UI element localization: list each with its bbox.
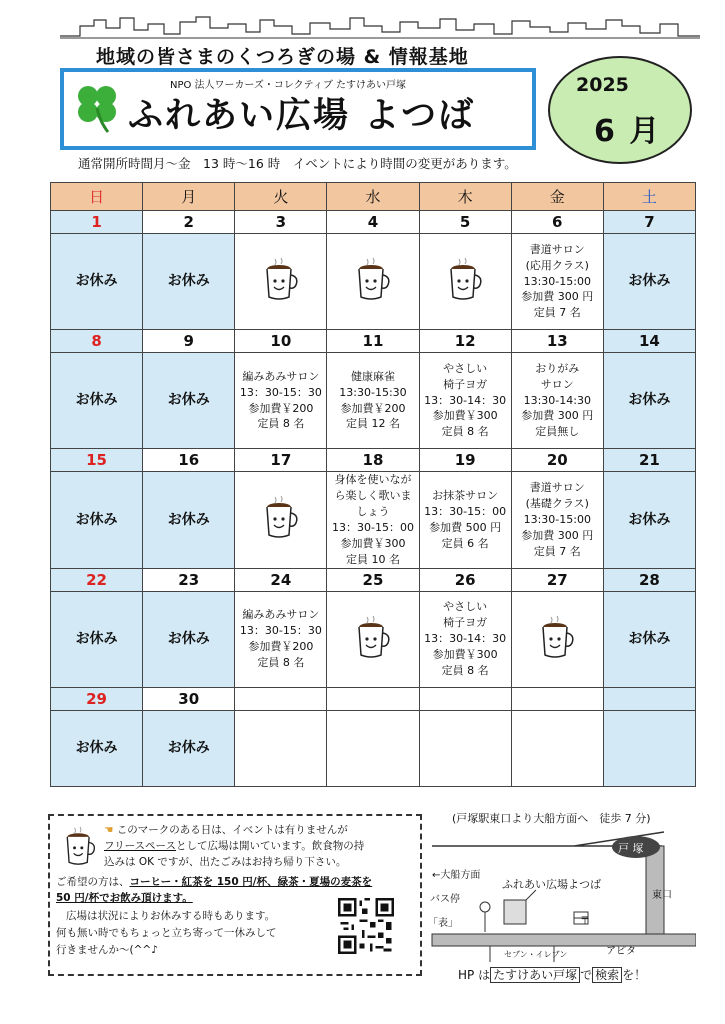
note-line-6: 広場は状況によりお休みする時もあります。	[66, 910, 276, 922]
opening-hours: 通常開所時間月～金 13 時～16 時 イベントにより時間の変更があります。	[78, 156, 517, 171]
day-number: 2	[143, 211, 235, 234]
map-omote: 「表」	[428, 918, 458, 929]
event-cell	[419, 353, 511, 449]
week-date-row	[51, 330, 696, 353]
day-number: 21	[603, 449, 695, 472]
skyline-decoration	[60, 14, 700, 40]
hp-text-1: HP は	[458, 968, 491, 982]
weekday-header: 土	[603, 183, 695, 211]
event-cell	[419, 591, 511, 687]
coffee-cup-icon	[62, 826, 98, 866]
tagline: 地域の皆さまのくつろぎの場 & 情報基地	[96, 46, 469, 68]
day-number: 27	[511, 568, 603, 591]
closed-label: お休み	[628, 392, 671, 409]
closed-label: お休み	[628, 630, 671, 647]
event-cell	[235, 710, 327, 786]
drink-prices-text: コーヒー・紅茶を 150 円/杯、緑茶・夏場の麦茶を	[129, 876, 373, 888]
map-station: 戸 塚	[618, 842, 644, 855]
event-text: 編みあみサロン 13：30-15：30 参加費￥200 定員 8 名	[239, 369, 322, 431]
event-text: やさしい 椅子ヨガ 13：30-14：30 参加費￥300 定員 8 名	[424, 361, 507, 439]
map-ofuna-direction: ←大船方面	[432, 870, 481, 881]
day-number	[603, 687, 695, 710]
coffee-cup-icon	[263, 257, 299, 301]
note-line-1-text: このマークのある日は、イベントは有りませんが	[116, 824, 348, 836]
closed-day	[51, 591, 143, 687]
closed-label: お休み	[167, 273, 210, 290]
day-number: 26	[419, 568, 511, 591]
week-event-row	[51, 234, 696, 330]
day-number: 10	[235, 330, 327, 353]
map-caption: (戸塚駅東口より大船方面へ 徒歩 7 分)	[452, 812, 651, 825]
hp-site-name: たすけあい戸塚	[490, 967, 580, 983]
day-number	[327, 687, 419, 710]
day-number: 7	[603, 211, 695, 234]
event-text: 編みあみサロン 13：30-15：30 参加費￥200 定員 8 名	[239, 608, 322, 670]
coffee-cup-icon	[447, 257, 483, 301]
day-number: 23	[143, 568, 235, 591]
day-number: 29	[51, 687, 143, 710]
day-number: 15	[51, 449, 143, 472]
event-cell	[511, 234, 603, 330]
closed-label: お休み	[167, 630, 210, 647]
week-event-row	[51, 353, 696, 449]
closed-day	[51, 472, 143, 569]
weekday-header: 月	[143, 183, 235, 211]
hp-search-label: 検索	[592, 967, 622, 983]
day-number: 17	[235, 449, 327, 472]
free-space-day	[327, 234, 419, 330]
closed-label: お休み	[75, 630, 118, 647]
weekday-header: 金	[511, 183, 603, 211]
note-line-2	[104, 838, 364, 854]
year-label: 2025	[576, 74, 629, 96]
coffee-cup-icon	[355, 615, 391, 659]
map-east-exit: 東口	[652, 890, 672, 901]
qr-code[interactable]	[338, 898, 394, 954]
event-cell	[419, 710, 511, 786]
free-space-text: フリースペース	[104, 840, 177, 852]
weekday-header: 日	[51, 183, 143, 211]
closed-label: お休み	[167, 739, 210, 756]
day-number: 11	[327, 330, 419, 353]
note-line-4	[56, 874, 372, 890]
note-line-2-text: として広場は開いています。飲食物の持	[176, 840, 365, 852]
closed-day	[603, 591, 695, 687]
closed-label: お休み	[628, 511, 671, 528]
closed-label: お休み	[75, 739, 118, 756]
closed-day	[143, 234, 235, 330]
closed-day	[51, 234, 143, 330]
closed-label: お休み	[75, 392, 118, 409]
event-text: おりがみ サロン 13:30-14:30 参加費 300 円 定員無し	[521, 361, 594, 439]
weekday-header: 水	[327, 183, 419, 211]
weekday-header-row	[51, 183, 696, 211]
week-event-row	[51, 591, 696, 687]
weekday-header: 火	[235, 183, 327, 211]
drink-prices-text-2: 50 円/杯でお飲み頂けます。	[56, 892, 193, 904]
note-line-4a: ご希望の方は、	[56, 876, 130, 888]
day-number	[511, 687, 603, 710]
event-text: お抹茶サロン 13：30-15：00 参加費 500 円 定員 6 名	[424, 488, 507, 550]
event-cell	[511, 353, 603, 449]
map-bus-stop: バス停	[430, 894, 460, 905]
closed-label: お休み	[167, 511, 210, 528]
week-event-row	[51, 472, 696, 569]
free-space-day	[235, 234, 327, 330]
calendar-table	[50, 182, 696, 787]
closed-day	[603, 234, 695, 330]
weekday-header: 木	[419, 183, 511, 211]
homepage-search-note	[458, 966, 646, 983]
hand-pointer-icon: ☚	[104, 824, 114, 836]
closed-day	[143, 353, 235, 449]
week-date-row	[51, 568, 696, 591]
day-number: 30	[143, 687, 235, 710]
hp-text-2: で	[580, 968, 593, 982]
closed-day	[51, 353, 143, 449]
day-number: 8	[51, 330, 143, 353]
week-date-row	[51, 211, 696, 234]
closed-day	[143, 591, 235, 687]
week-date-row	[51, 687, 696, 710]
event-cell	[511, 472, 603, 569]
closed-label: お休み	[75, 511, 118, 528]
coffee-cup-icon	[539, 615, 575, 659]
post-office-icon: 〒	[580, 916, 590, 927]
hp-text-3: を！	[622, 968, 647, 982]
day-number: 24	[235, 568, 327, 591]
note-line-7: 何も無い時でもちょっと立ち寄って一休みして	[56, 927, 277, 939]
event-cell	[327, 710, 419, 786]
map-apita: アピタ	[606, 946, 636, 957]
day-number: 25	[327, 568, 419, 591]
day-number: 1	[51, 211, 143, 234]
day-number	[235, 687, 327, 710]
event-cell	[419, 472, 511, 569]
day-number: 9	[143, 330, 235, 353]
event-cell	[235, 353, 327, 449]
page-title: ふれあい広場 よつば	[128, 96, 476, 136]
event-cell	[603, 710, 695, 786]
closed-day	[603, 472, 695, 569]
note-line-1	[104, 822, 348, 838]
closed-label: お休み	[75, 273, 118, 290]
closed-day	[143, 710, 235, 786]
coffee-cup-icon	[263, 495, 299, 539]
map-seven-eleven: セブン・イレブン	[504, 950, 568, 959]
closed-label: お休み	[167, 392, 210, 409]
day-number: 12	[419, 330, 511, 353]
free-space-day	[235, 472, 327, 569]
day-number: 22	[51, 568, 143, 591]
closed-label: お休み	[628, 273, 671, 290]
day-number: 16	[143, 449, 235, 472]
month-label: 6 月	[594, 114, 662, 149]
closed-day	[143, 472, 235, 569]
day-number: 20	[511, 449, 603, 472]
closed-day	[603, 353, 695, 449]
note-line-8: 行きませんか～(^^♪	[56, 944, 158, 956]
day-number: 6	[511, 211, 603, 234]
event-cell	[235, 591, 327, 687]
event-cell	[327, 472, 419, 569]
week-date-row	[51, 449, 696, 472]
clover-logo	[74, 82, 120, 134]
day-number: 13	[511, 330, 603, 353]
day-number: 3	[235, 211, 327, 234]
event-text: 書道サロン (応用クラス) 13:30-15:00 参加費 300 円 定員 7 名	[521, 242, 594, 320]
event-cell	[327, 353, 419, 449]
free-space-day	[327, 591, 419, 687]
map-venue: ふれあい広場よつば	[502, 878, 601, 891]
week-event-row	[51, 710, 696, 786]
day-number	[419, 687, 511, 710]
free-space-day	[419, 234, 511, 330]
event-text: やさしい 椅子ヨガ 13：30-14：30 参加費￥300 定員 8 名	[424, 600, 507, 678]
event-text: 健康麻雀 13:30-15:30 参加費￥200 定員 12 名	[339, 369, 407, 431]
event-cell	[511, 710, 603, 786]
day-number: 19	[419, 449, 511, 472]
free-space-day	[511, 591, 603, 687]
note-line-5	[56, 890, 193, 906]
day-number: 18	[327, 449, 419, 472]
day-number: 28	[603, 568, 695, 591]
day-number: 14	[603, 330, 695, 353]
event-text: 書道サロン (基礎クラス) 13:30-15:00 参加費 300 円 定員 7 名	[521, 480, 594, 558]
event-text: 身体を使いなが ら楽しく歌いま しょう 13：30-15：00 参加費￥300 定員 10 名	[332, 473, 414, 566]
coffee-cup-icon	[355, 257, 391, 301]
note-line-3: 込みは OK ですが、出たごみはお持ち帰り下さい。	[104, 856, 347, 868]
day-number: 4	[327, 211, 419, 234]
closed-day	[51, 710, 143, 786]
day-number: 5	[419, 211, 511, 234]
organization-name: NPO 法人ワーカーズ・コレクティブ たすけあい戸塚	[170, 80, 407, 91]
